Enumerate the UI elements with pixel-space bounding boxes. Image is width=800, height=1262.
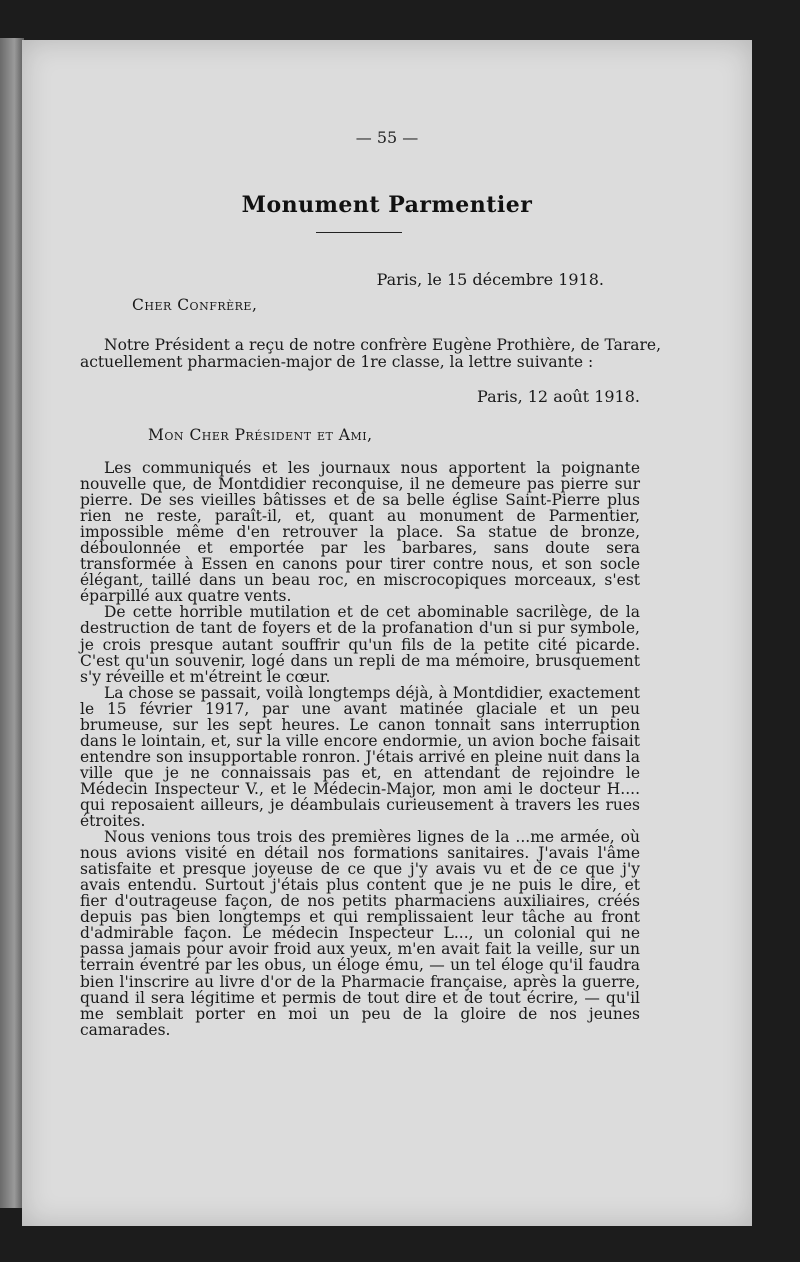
letter1-intro-line1: Notre Président a reçu de notre confrère Eugène Prothière, de Tarare, <box>104 336 662 354</box>
letter1-dateline: Paris, le 15 décembre 1918. <box>376 270 604 289</box>
body-paragraph: Les communiqués et les journaux nous apportent la poignante nouvelle que, de Montdidier reconquise, il ne demeure pas pierre sur pierre. De ses vieilles bâtisses et de sa belle église Saint-Pierre plus rien ne reste, paraît-il, et, quant au monument de Parmentier, impossible même d'en retrouver la place. Sa statue de bronze, déboulonnée et emportée par les barbares, sans doute sera transformée à Essen en canons pour tirer contre nous, et son socle élégant, taillé dans un beau roc, en miscrocopiques morceaux, s'est éparpillé aux quatre vents. <box>80 459 640 606</box>
book-left-edge <box>0 38 24 1208</box>
letter1-salutation: Cher Confrère, <box>132 296 258 314</box>
letter-body <box>80 460 640 1038</box>
page-title: Monument Parmentier <box>241 192 533 218</box>
letter2-dateline: Paris, 12 août 1918. <box>477 387 640 406</box>
letter1-intro-line2: actuellement pharmacien-major de 1re classe, la lettre suivante : <box>80 353 594 371</box>
body-paragraph: Nous venions tous trois des premières lignes de la ...me armée, où nous avions visité en détail nos formations sanitaires. J'avais l'âme satisfaite et presque joyeuse de ce que j'y avais vu et de ce que j'y avais entendu. Surtout j'étais plus content que je ne puis le dire, et fier d'outrageuse façon, de nos petits pharmaciens auxiliaires, créés depuis pas bien longtemps et qui remplissaient leur tâche au front d'admirable façon. Le médecin Inspecteur L..., un colonial qui ne passa jamais pour avoir froid aux yeux, m'en avait fait la veille, sur un terrain éventré par les obus, un éloge ému, — un tel éloge qu'il faudra bien l'inscrire au livre d'or de la Pharmacie française, après la guerre, quand il sera légitime et permis de tout dire et de tout écrire, — qu'il me semblait porter en moi un peu de la gloire de nos jeunes camarades. <box>80 828 640 1039</box>
book-page <box>22 40 752 1226</box>
letter2-salutation: Mon Cher Président et Ami, <box>148 426 373 444</box>
title-divider <box>316 232 402 233</box>
page-number: — 55 — <box>355 128 419 147</box>
body-paragraph: La chose se passait, voilà longtemps déjà, à Montdidier, exactement le 15 février 1917, par une avant matinée glaciale et un peu brumeuse, sur les sept heures. Le canon tonnait sans interruption dans le lointain, et, sur la ville encore endormie, un avion boche faisait entendre son insupportable ronron. J'étais arrivé en pleine nuit dans la ville que je ne connaissais pas et, en attendant de rejoindre le Médecin Inspecteur V., et le Médecin-Major, mon ami le docteur H.... qui reposaient ailleurs, je déambulais curieusement à travers les rues étroites. <box>80 683 640 831</box>
body-paragraph: De cette horrible mutilation et de cet abominable sacrilège, de la destruction de tant de foyers et de la profanation d'un si pur symbole, je crois presque autant souffrir qu'un fils de la petite cité picarde. C'est qu'un souvenir, logé dans un repli de ma mémoire, brusquement s'y réveille et m'étreint le cœur. <box>80 603 640 686</box>
